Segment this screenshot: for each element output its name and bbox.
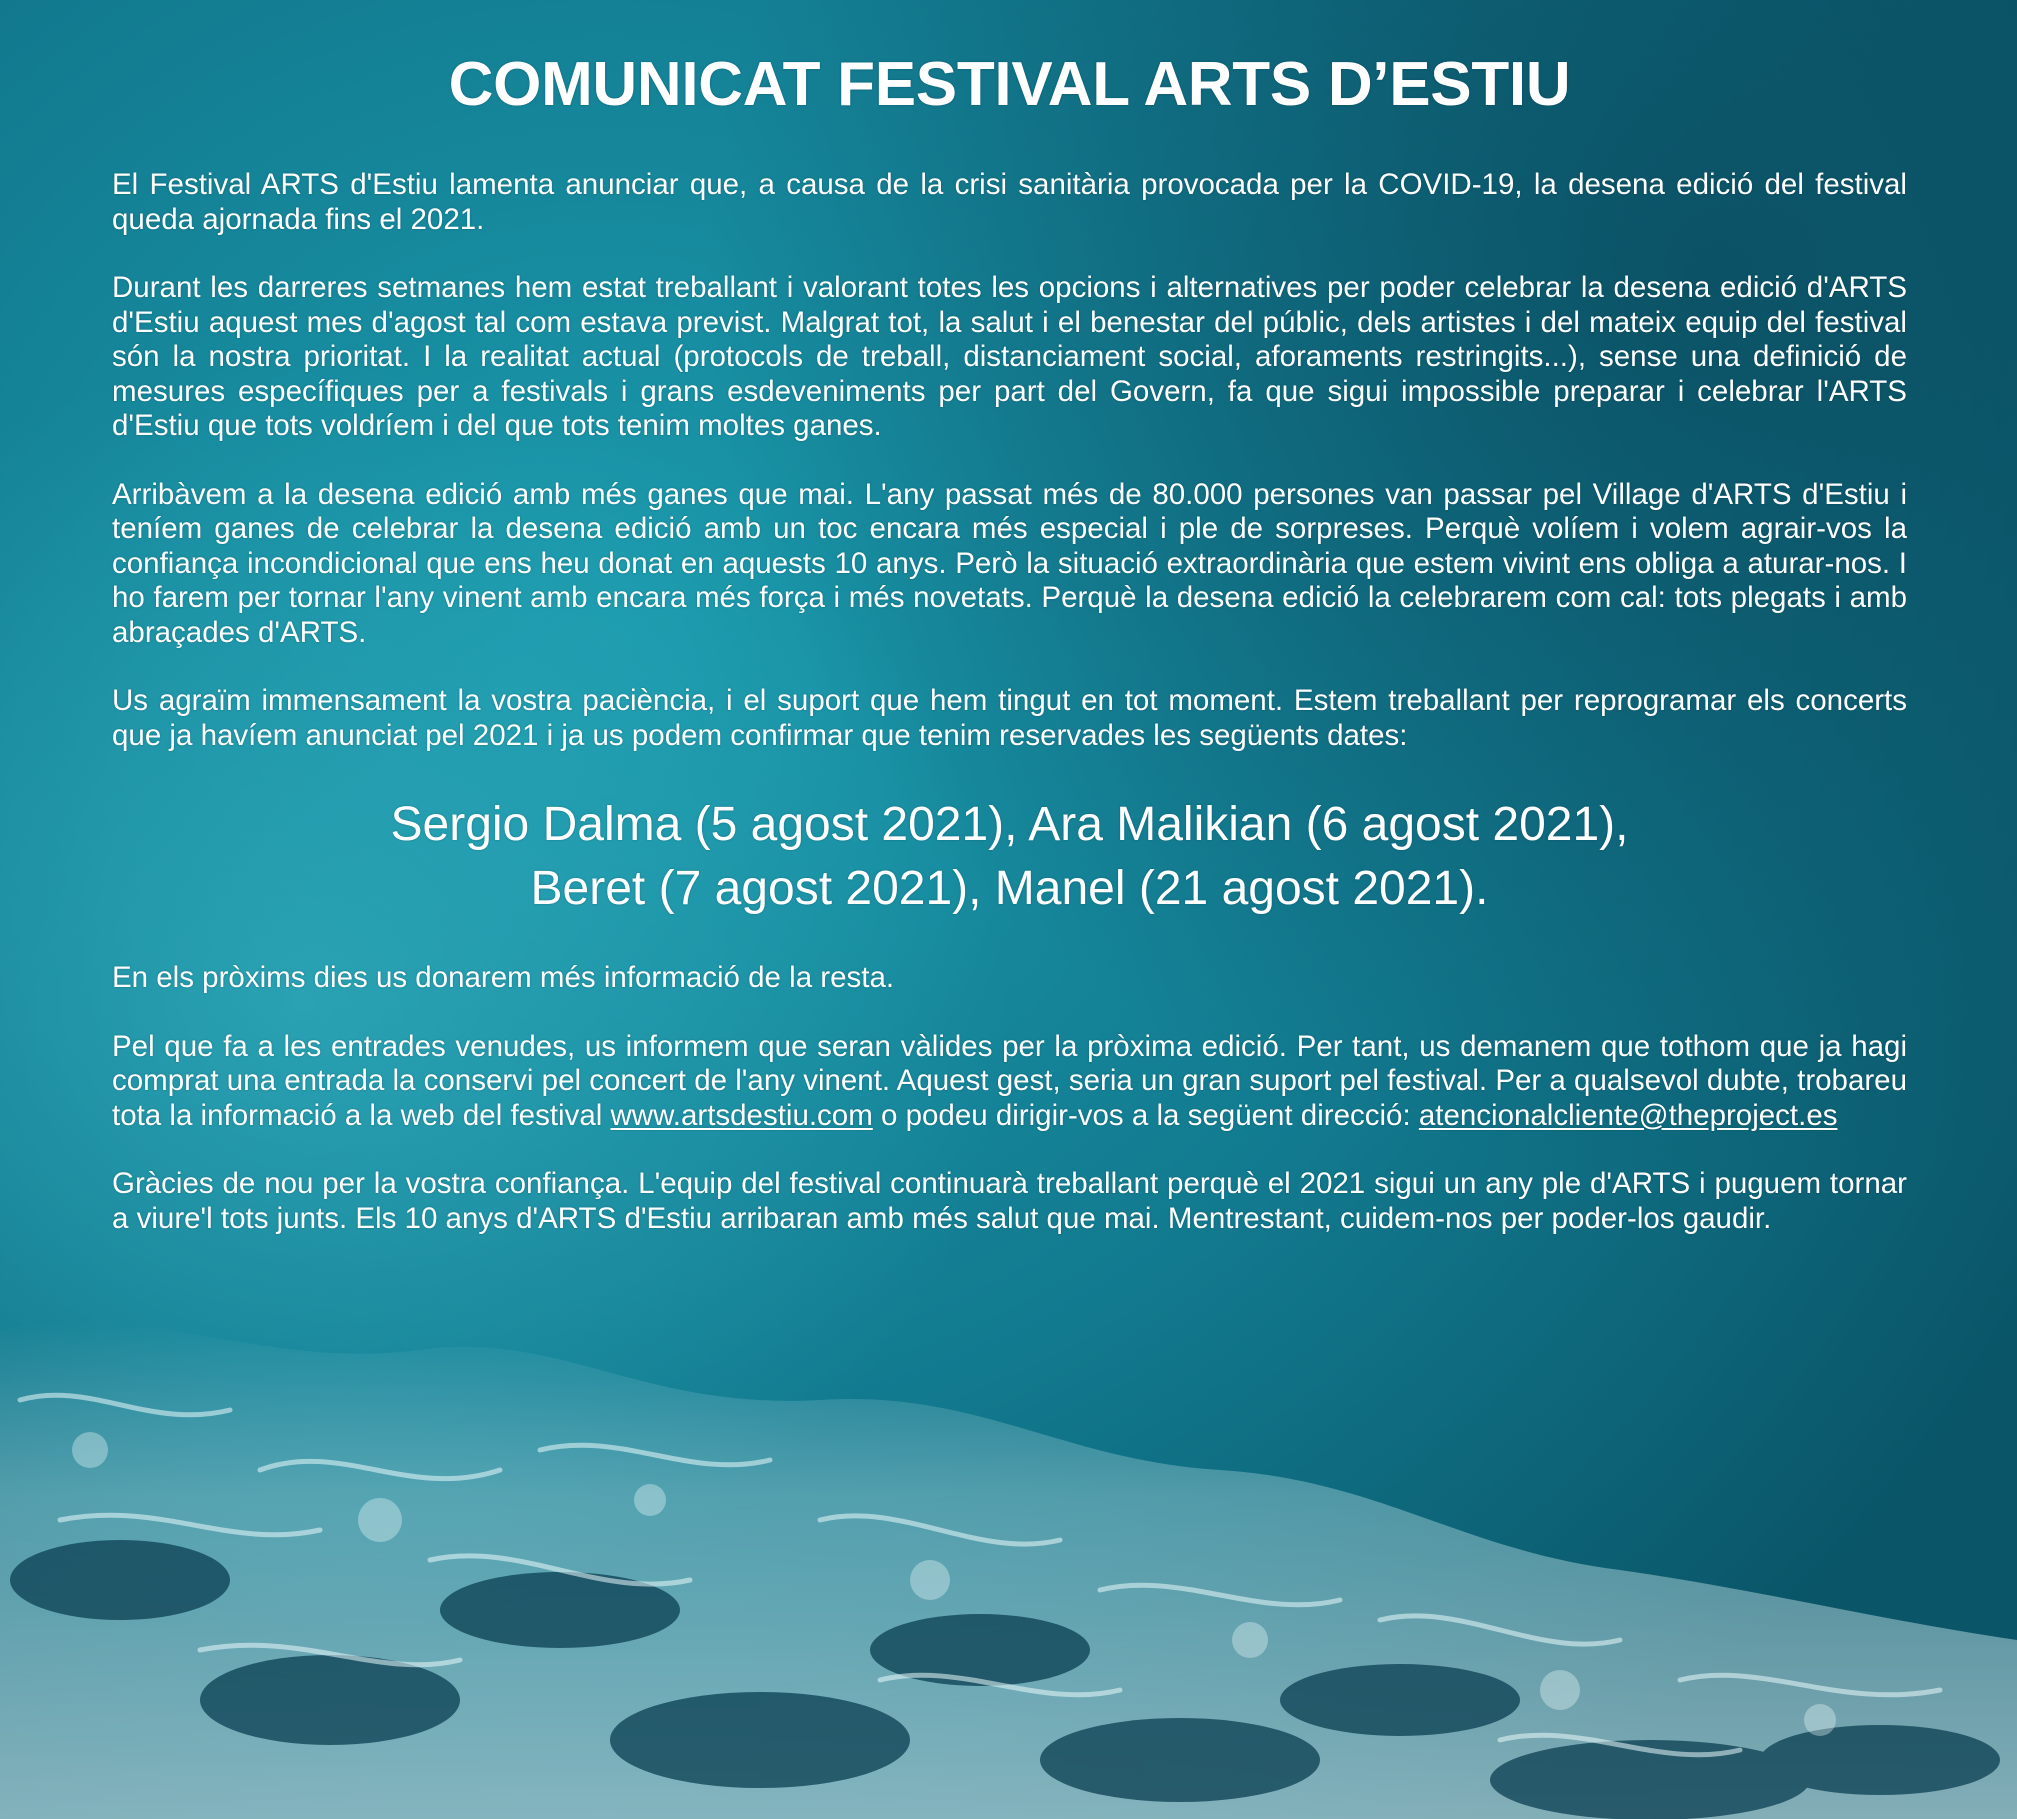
confirmed-dates xyxy=(112,793,1907,921)
website-link[interactable]: www.artsdestiu.com xyxy=(610,1098,873,1132)
paragraph-thanks: Gràcies de nou per la vostra confiança. L'equip del festival continuarà treballant perquè el 2021 sigui un any ple d'ARTS i puguem tornar a viure'l tots junts. Els 10 anys d'ARTS d'Estiu arribaran amb més salut que mai. Mentrestant, cuidem-nos per poder-los gaudir. xyxy=(112,1167,1907,1235)
announcement xyxy=(112,0,1907,1236)
paragraph-postponement: El Festival ARTS d'Estiu lamenta anunciar que, a causa de la crisi sanitària provocada per la COVID-19, la desena edició del festival queda ajornada fins el 2021. xyxy=(112,168,1907,236)
tickets-text-part1: Pel que fa a les entrades venudes, us informem que seran vàlides per la pròxima edició. Per tant, us demanem que tothom que ja hagi comprat una entrada la conservi pel concert de l'any vinent. Aquest gest, seria un gran suport pel festival. Per a qualsevol dubte, trobareu tota la informació a la web del festival xyxy=(112,1029,1907,1132)
dates-line-2: Beret (7 agost 2021), Manel (21 agost 2021). xyxy=(530,862,1489,915)
dates-line-1: Sergio Dalma (5 agost 2021), Ara Malikian (6 agost 2021), xyxy=(390,798,1629,851)
paragraph-tenth-edition: Arribàvem a la desena edició amb més ganes que mai. L'any passat més de 80.000 persones van passar pel Village d'ARTS d'Estiu i teníem ganes de celebrar la desena edició amb un toc encara més especial i ple de sorpreses. Perquè volíem i volem agrair-vos la confiança incondicional que ens heu donat en aquests 10 anys. Però la situació extraordinària que estem vivint ens obliga a aturar-nos. I ho farem per tornar l'any vinent amb encara més força i més novetats. Perquè la desena edició la celebrarem com cal: tots plegats i amb abraçades d'ARTS. xyxy=(112,477,1907,649)
paragraph-tickets xyxy=(112,1030,1907,1134)
paragraph-more-info: En els pròxims dies us donarem més informació de la resta. xyxy=(112,961,895,994)
page-title: COMUNICAT FESTIVAL ARTS D’ESTIU xyxy=(448,50,1571,119)
tickets-text-part2: o podeu dirigir-vos a la següent direcció: xyxy=(872,1098,1419,1132)
paragraph-reprogramming: Us agraïm immensament la vostra paciència, i el suport que hem tingut en tot moment. Estem treballant per reprogramar els concerts que ja havíem anunciat pel 2021 i ja us podem confirmar que tenim reservades les següents dates: xyxy=(112,684,1907,752)
email-link[interactable]: atencionalcliente@theproject.es xyxy=(1418,1098,1838,1132)
paragraph-context: Durant les darreres setmanes hem estat treballant i valorant totes les opcions i alternatives per poder celebrar la desena edició d'ARTS d'Estiu aquest mes d'agost tal com estava previst. Malgrat tot, la salut i el benestar del públic, dels artistes i del mateix equip del festival són la nostra prioritat. I la realitat actual (protocols de treball, distanciament social, aforaments restringits...), sense una definició de mesures específiques per a festivals i grans esdeveniments per part del Govern, fa que sigui impossible preparar i celebrar l'ARTS d'Estiu que tots voldríem i del que tots tenim moltes ganes. xyxy=(112,271,1907,442)
